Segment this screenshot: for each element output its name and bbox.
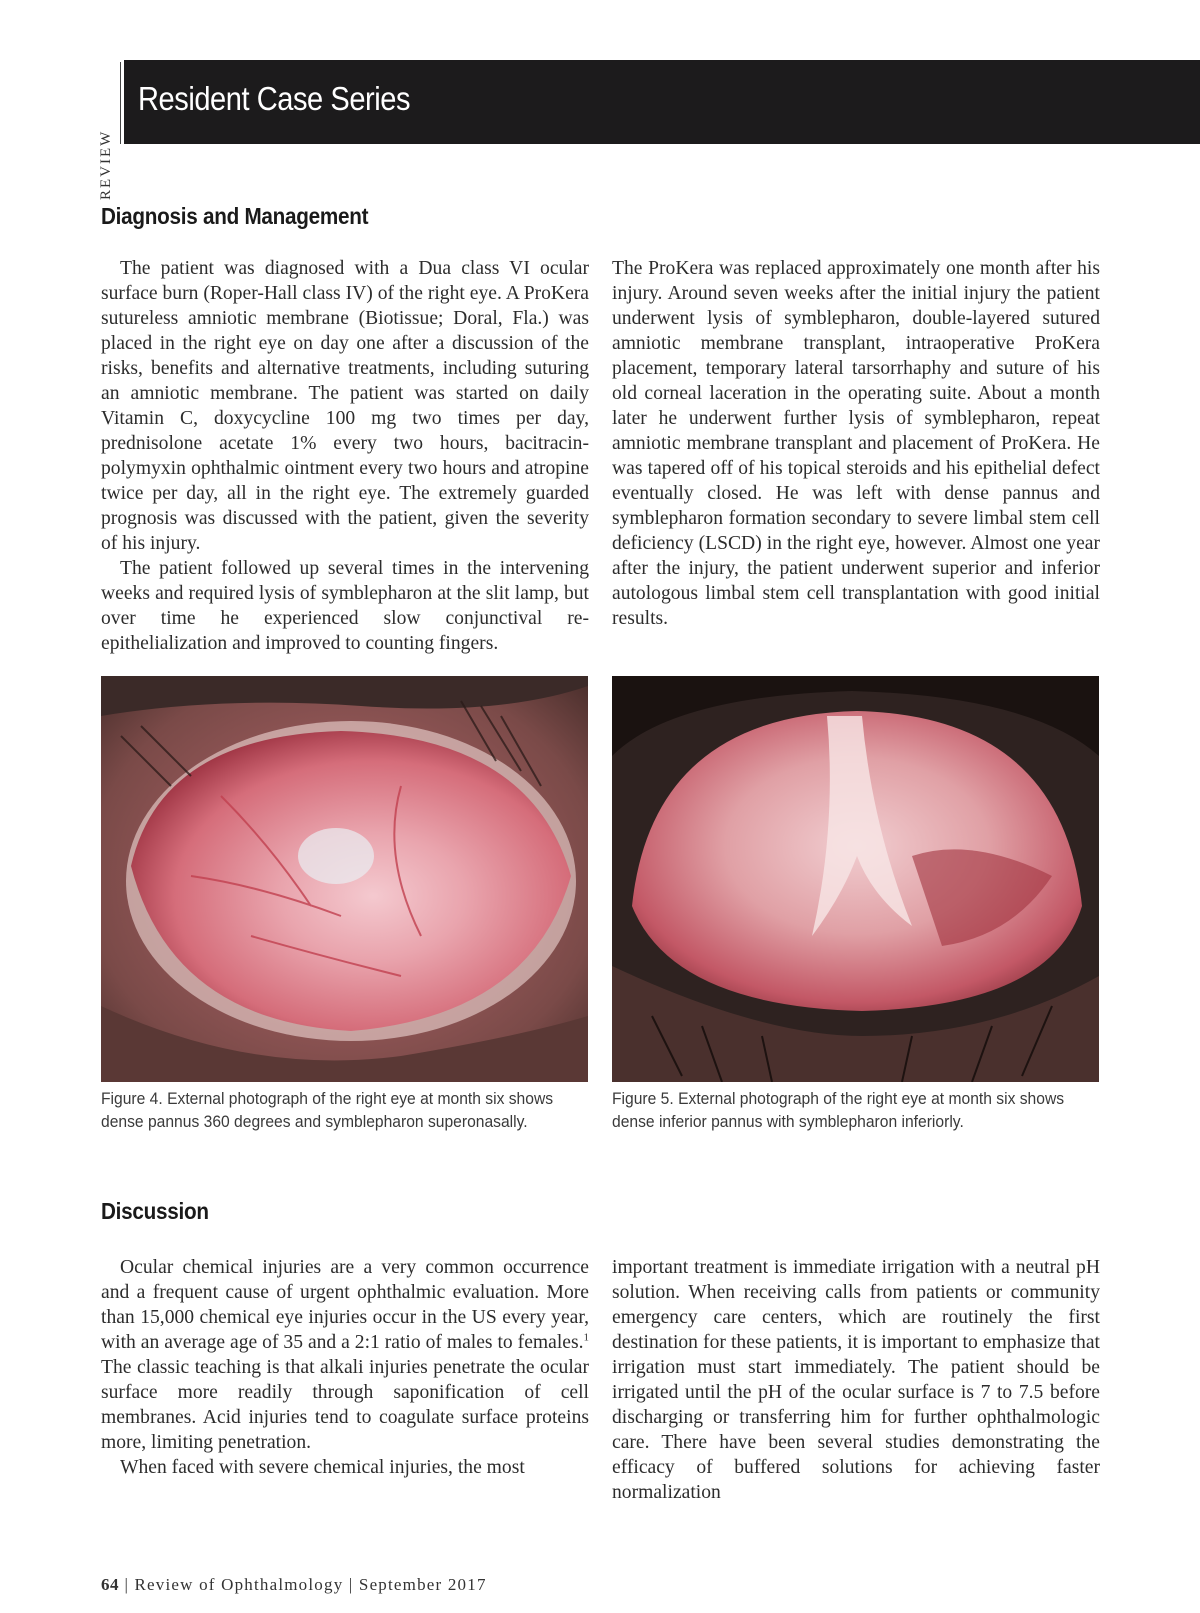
reference-superscript: 1 [583, 1331, 589, 1344]
paragraph: When faced with severe chemical injuries, the most [120, 1457, 525, 1478]
figure-4-photo [101, 676, 588, 1082]
paragraph: The ProKera was replaced approximately one month after his injury. Around seven weeks after the initial injury the patient underwent lysis of symblepharon, double-layered sutured amniotic membrane transplant, intraoperative ProKera placement, temporary lateral tarsorrhaphy and suture of his old corneal laceration in the operating suite. About a month later he underwent further lysis of symblepharon, repeat amniotic membrane transplant and placement of ProKera. He was tapered off of his topical steroids and his epithelial defect eventually closed. He was left with dense pannus and symblepharon formation secondary to severe limbal stem cell deficiency (LSCD) in the right eye, however. Almost one year after the injury, the patient underwent superior and inferior autologous limbal stem cell transplantation with good initial results. [612, 258, 1100, 629]
series-title: Resident Case Series [138, 80, 411, 117]
diagnosis-heading: Diagnosis and Management [101, 203, 369, 229]
paragraph [101, 1255, 589, 1455]
figure-5-photo [612, 676, 1099, 1082]
discussion-right-column [612, 1255, 1100, 1505]
paragraph: The patient was diagnosed with a Dua class VI ocular surface burn (Roper-Hall class IV) of the right eye. A ProKera sutureless amniotic membrane (Biotissue; Doral, Fla.) was placed in the right eye on day one after a discussion of the risks, benefits and alternative treatments, including suturing an amniotic membrane. The patient was started on daily Vitamin C, doxycycline 100 mg two times per day, prednisolone acetate 1% every two hours, bacitracin-polymyxin ophthalmic ointment every two hours and atropine twice per day, all in the right eye. The extremely guarded prognosis was discussed with the patient, given the severity of his injury. [101, 258, 589, 554]
paragraph: important treatment is immediate irrigation with a neutral pH solution. When receiving calls from patients or community emergency care centers, which are routinely the first destination for these patients, it is important to emphasize that irrigation must start immediately. The patient should be irrigated until the pH of the ocular surface is 7 to 7.5 before discharging or transferring him for further ophthalmologic care. There have been several studies demonstrating the efficacy of buffered solutions for achieving faster normalization [612, 1257, 1100, 1503]
text-run: The classic teaching is that alkali injuries penetrate the ocular surface more readily through saponification of cell membranes. Acid injuries tend to coagulate surface proteins more, limiting penetration. [101, 1357, 589, 1453]
diagnosis-right-column [612, 256, 1100, 631]
figure-5-caption: Figure 5. External photograph of the right eye at month six shows dense inferior pannus with symblepharon inferiorly. [612, 1089, 1065, 1131]
paragraph: The patient followed up several times in the intervening weeks and required lysis of symblepharon at the slit lamp, but over time he experienced slow conjunctival re-epithelialization and improved to counting fingers. [101, 558, 589, 654]
page-number: 64 [101, 1575, 119, 1594]
discussion-left-column [101, 1255, 589, 1480]
page-footer [101, 1575, 487, 1595]
text-run: Ocular chemical injuries are a very common occurrence and a frequent cause of urgent ophthalmic evaluation. More than 15,000 chemical eye injuries occur in the US every year, with an average age of 35 and a 2:1 ratio of males to females. [101, 1257, 589, 1353]
footer-text: | Review of Ophthalmology | September 2017 [119, 1575, 487, 1594]
header-bar [124, 60, 1200, 144]
diagnosis-left-column [101, 256, 589, 656]
discussion-heading: Discussion [101, 1198, 209, 1224]
section-label [96, 62, 121, 200]
figure-4-caption: Figure 4. External photograph of the right eye at month six shows dense pannus 360 degrees and symblepharon superonasally. [101, 1089, 554, 1131]
section-label-text: REVIEW [98, 129, 114, 200]
